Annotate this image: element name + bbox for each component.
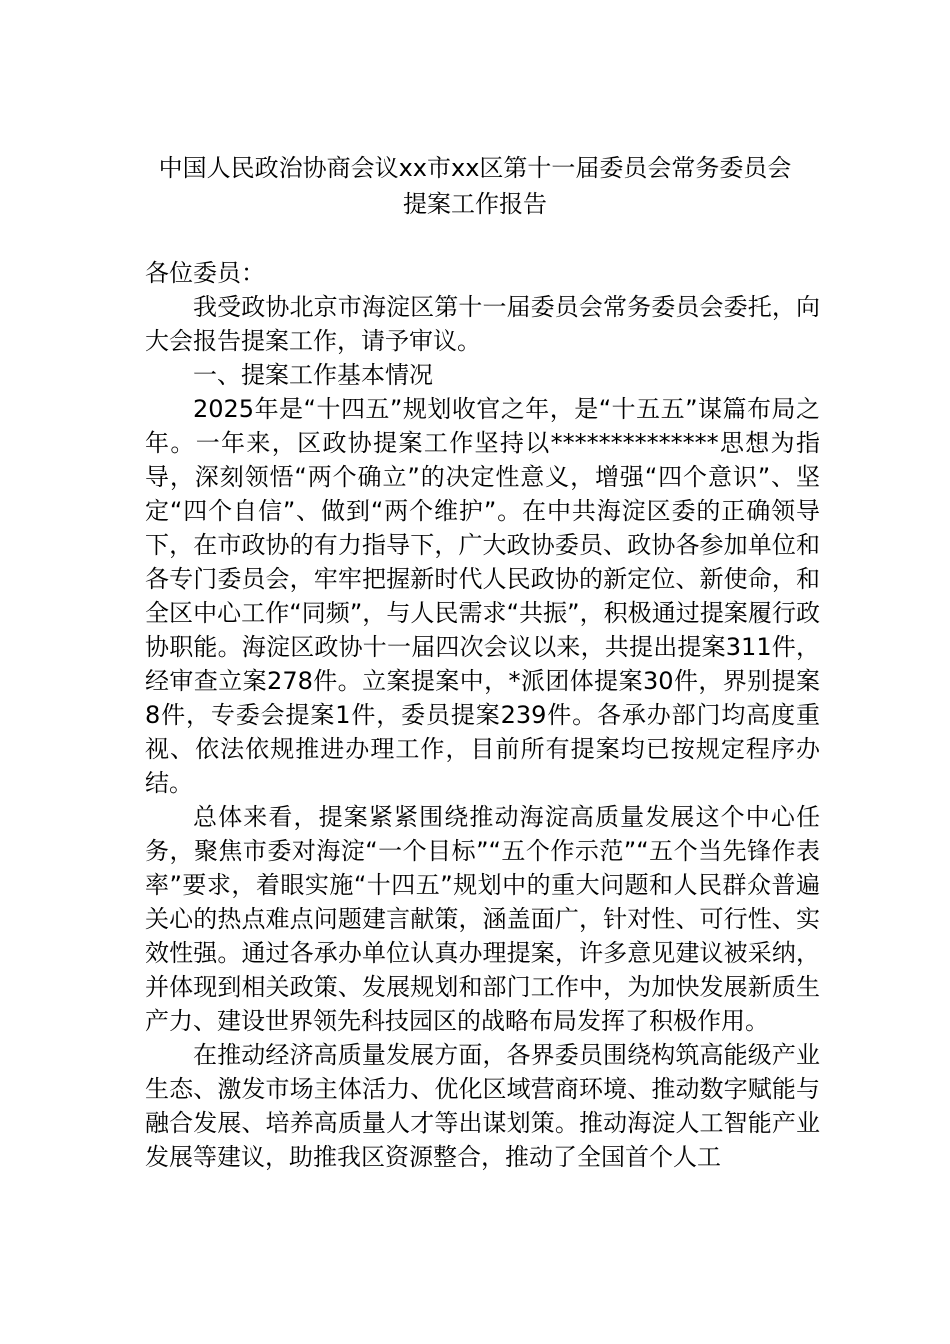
- title-line-1: 中国人民政治协商会议xx市xx区第十一届委员会常务委员会: [158, 154, 792, 182]
- section-heading: 一、提案工作基本情况: [193, 361, 433, 389]
- paragraph-intro: 我受政协北京市海淀区第十一届委员会常务委员会委托，向大会报告提案工作，请予审议。: [145, 293, 820, 355]
- document-title: [100, 150, 850, 222]
- paragraph-overview: 2025年是“十四五”规划收官之年，是“十五五”谋篇布局之年。一年来，区政协提案工作坚持以**************思想为指导，深刻领悟“两个确立”的决定性意义，增强“四个意识”、坚定“四个自信”、做到“两个维护”。在中共海淀区委的正确领导下，在市政协的有力指导下，广大政协委员、政协各参加单位和各专门委员会，牢牢把握新时代人民政协的新定位、新使命，和全区中心工作“同频”，与人民需求“共振”，积极通过提案履行政协职能。海淀区政协十一届四次会议以来，共提出提案311件，经审查立案278件。立案提案中，*派团体提案30件，界别提案8件，专委会提案1件，委员提案239件。各承办部门均高度重视、依法依规推进办理工作，目前所有提案均已按规定程序办结。: [145, 395, 820, 797]
- paragraph-economy: 在推动经济高质量发展方面，各界委员围绕构筑高能级产业生态、激发市场主体活力、优化区域营商环境、推动数字赋能与融合发展、培养高质量人才等出谋划策。推动海淀人工智能产业发展等建议，助推我区资源整合，推动了全国首个人工: [145, 1041, 820, 1171]
- document-body: [145, 256, 820, 1174]
- title-line-2: 提案工作报告: [403, 190, 547, 218]
- paragraph-summary: 总体来看，提案紧紧围绕推动海淀高质量发展这个中心任务，聚焦市委对海淀“一个目标”“五个作示范”“五个当先锋作表率”要求，着眼实施“十四五”规划中的重大问题和人民群众普遍关心的热点难点问题建言献策，涵盖面广，针对性、可行性、实效性强。通过各承办单位认真办理提案，许多意见建议被采纳，并体现到相关政策、发展规划和部门工作中，为加快发展新质生产力、建设世界领先科技园区的战略布局发挥了积极作用。: [145, 803, 820, 1035]
- salutation: 各位委员：: [145, 259, 265, 287]
